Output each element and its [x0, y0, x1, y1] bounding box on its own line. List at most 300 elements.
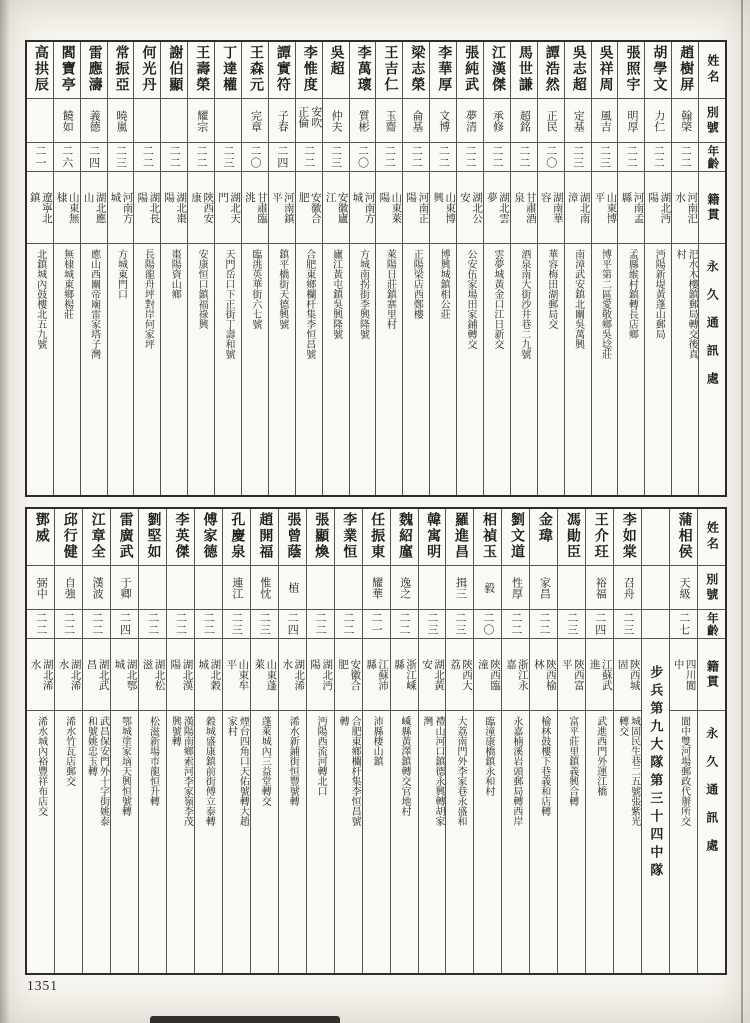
vertical-text: 安吹正倫 — [296, 105, 322, 128]
vertical-text: 召舟 — [622, 576, 635, 599]
entry-age — [511, 143, 537, 172]
vertical-text: 湖北松滋 — [141, 658, 165, 690]
entry-address — [376, 244, 402, 495]
entry-native-place — [403, 172, 429, 244]
entry-alias — [161, 99, 187, 143]
entry-name — [670, 509, 697, 566]
vertical-text: 李如棠 — [620, 512, 636, 560]
header-age-label — [698, 610, 725, 639]
entry-address — [111, 711, 138, 973]
entry-alias — [614, 566, 641, 610]
entry-address — [195, 711, 222, 973]
entry-alias — [670, 566, 697, 610]
vertical-text: 二二 — [141, 145, 154, 169]
directory-column — [565, 42, 592, 495]
vertical-text: 北鎮城內鼓樓北五九號 — [34, 249, 46, 349]
entry-native-place — [134, 172, 160, 244]
vertical-text: 城固民生巷二五號張紫光轉交 — [616, 716, 640, 826]
entry-name — [83, 509, 110, 566]
entry-age — [558, 610, 585, 639]
vertical-text: 陝西富平 — [560, 658, 584, 690]
entry-native-place — [586, 639, 613, 711]
vertical-text: 邱行健 — [61, 512, 77, 560]
entry-native-place — [307, 639, 334, 711]
vertical-text: 二二 — [437, 145, 450, 169]
vertical-text: 二四 — [275, 145, 288, 169]
vertical-text: 湖北穀城 — [197, 658, 221, 690]
entry-address — [592, 244, 618, 495]
vertical-text: 漢陽南鄉索河李家嶺李茂興號轉 — [169, 716, 193, 826]
vertical-text: 山東博平 — [593, 191, 617, 223]
entry-name — [363, 509, 390, 566]
entry-alias — [167, 566, 194, 610]
entry-name — [530, 509, 557, 566]
vertical-text: 義德 — [88, 109, 101, 132]
entry-name — [430, 42, 456, 99]
directory-table-top — [25, 40, 727, 497]
directory-column — [363, 509, 391, 973]
header-name-label — [699, 42, 725, 99]
directory-column — [139, 509, 167, 973]
entry-name — [223, 509, 250, 566]
vertical-text: 植 — [286, 582, 299, 593]
vertical-text: 二六 — [60, 145, 73, 169]
entry-alias — [457, 99, 483, 143]
vertical-text: 侖基 — [410, 109, 423, 132]
vertical-text: 公安伍家場田家鋪轉交 — [465, 249, 477, 349]
entry-native-place — [614, 639, 641, 711]
entry-age — [195, 610, 222, 639]
vertical-text: 明厚 — [625, 109, 638, 132]
entry-address — [279, 711, 306, 973]
entry-age — [27, 143, 53, 172]
vertical-text: 揖三 — [454, 576, 467, 599]
vertical-text: 雲夢城黃金口江日新交 — [491, 249, 503, 349]
vertical-text: 二二 — [174, 612, 187, 636]
entry-address — [83, 711, 110, 973]
entry-native-place — [251, 639, 278, 711]
entry-native-place — [195, 639, 222, 711]
entry-name — [139, 509, 166, 566]
entry-name — [269, 42, 295, 99]
entry-alias — [419, 566, 446, 610]
vertical-text: 李業恒 — [341, 512, 357, 560]
vertical-text: 翰棨 — [679, 109, 692, 132]
vertical-text: 姓名 — [705, 521, 720, 553]
vertical-text: 南漳武安鎮北關吳萬興 — [572, 249, 584, 349]
vertical-text: 永久通訊處 — [704, 727, 719, 867]
vertical-text: 二四 — [87, 145, 100, 169]
vertical-text: 江漢傑 — [490, 45, 506, 93]
vertical-text: 子春 — [276, 109, 289, 132]
vertical-text: 湖北長陽 — [136, 191, 160, 223]
entry-alias — [391, 566, 418, 610]
vertical-text: 山東無棣 — [55, 191, 79, 223]
vertical-text: 籍貫 — [705, 659, 720, 690]
vertical-text: 馬世謙 — [516, 45, 532, 93]
directory-column — [474, 509, 502, 973]
vertical-text: 二二 — [625, 145, 638, 169]
vertical-text: 閬中雙河場郵政代辦所交 — [678, 716, 690, 826]
vertical-text: 二二 — [90, 612, 103, 636]
vertical-text: 年齡 — [706, 144, 719, 170]
vertical-text: 棗陽資山鄉 — [169, 249, 181, 299]
entry-alias — [27, 99, 53, 143]
vertical-text: 富平莊里鎮義興合轉 — [566, 716, 578, 806]
vertical-text: 雷應濤 — [86, 45, 102, 93]
entry-alias — [363, 566, 390, 610]
entry-name — [296, 42, 322, 99]
directory-column — [391, 509, 419, 973]
entry-age — [134, 143, 160, 172]
entry-native-place — [391, 639, 418, 711]
vertical-text: 合肥東鄉欄杆集李恒昌號 — [303, 249, 315, 359]
entry-name — [350, 42, 376, 99]
entry-native-place — [54, 172, 80, 244]
entry-address — [484, 244, 510, 495]
entry-native-place — [446, 639, 473, 711]
directory-column — [592, 42, 619, 495]
vertical-text: 二四 — [593, 612, 606, 636]
vertical-text: 張曾蔭 — [285, 512, 301, 560]
vertical-text: 李惟度 — [301, 45, 317, 93]
entry-name — [592, 42, 618, 99]
vertical-text: 華容梅田湖郵局交 — [545, 249, 557, 329]
entry-age — [419, 610, 446, 639]
vertical-text: 李萬瓌 — [355, 45, 371, 93]
entry-address — [511, 244, 537, 495]
page-number: 1351 — [27, 978, 58, 993]
directory-column — [161, 42, 188, 495]
entry-age — [350, 143, 376, 172]
vertical-text: 禮山河口鎮德永興轉胡家灣 — [420, 716, 444, 826]
vertical-text: 任振東 — [369, 512, 385, 560]
vertical-text: 鄧威 — [33, 512, 49, 544]
entry-alias — [81, 99, 107, 143]
entry-name — [251, 509, 278, 566]
entry-alias — [511, 99, 537, 143]
entry-name — [419, 509, 446, 566]
vertical-text: 湖北鄂城 — [113, 658, 137, 690]
vertical-text: 李英傑 — [173, 512, 189, 560]
vertical-text: 陝西臨潼 — [476, 658, 500, 690]
entry-name — [215, 42, 241, 99]
entry-native-place — [558, 639, 585, 711]
vertical-text: 李華厚 — [436, 45, 452, 93]
vertical-text: 二三 — [571, 145, 584, 169]
entry-age — [269, 143, 295, 172]
entry-age — [296, 143, 322, 172]
directory-column — [403, 42, 430, 495]
vertical-text: 吳祥周 — [597, 45, 613, 93]
entry-age — [242, 143, 268, 172]
vertical-text: 萊陽日莊鎮寨里村 — [384, 249, 396, 329]
directory-column — [323, 42, 350, 495]
directory-column — [296, 42, 323, 495]
entry-name — [195, 509, 222, 566]
directory-column — [279, 509, 307, 973]
vertical-text: 江章全 — [89, 512, 105, 560]
vertical-text: 二二 — [537, 612, 550, 636]
entry-alias — [618, 99, 644, 143]
directory-column — [167, 509, 195, 973]
entry-alias — [592, 99, 618, 143]
empty-cell — [642, 610, 669, 639]
vertical-text: 天級 — [678, 576, 691, 599]
entry-name — [111, 509, 138, 566]
entry-alias — [645, 99, 671, 143]
vertical-text: 二二 — [168, 145, 181, 169]
entry-name — [391, 509, 418, 566]
entry-alias — [279, 566, 306, 610]
entry-address — [307, 711, 334, 973]
header-name-label — [698, 509, 725, 566]
vertical-text: 丁達權 — [221, 45, 237, 93]
entry-alias — [195, 566, 222, 610]
vertical-text: 方城南拐街李興隆號 — [357, 249, 369, 339]
vertical-text: 大荔南門外李家巷永盛和 — [454, 716, 466, 826]
vertical-text: 漢波 — [91, 576, 104, 599]
vertical-text: 浠水竹瓦店郵交 — [63, 716, 75, 786]
vertical-text: 長陽龍舟坪對岸何家坪 — [142, 249, 154, 349]
vertical-text: 仲夫 — [330, 109, 343, 132]
entry-alias — [335, 566, 362, 610]
directory-column — [672, 42, 699, 495]
vertical-text: 正陽梁店西鄭樓 — [411, 249, 423, 319]
directory-column — [419, 509, 447, 973]
directory-column — [108, 42, 135, 495]
vertical-text: 河南正陽 — [405, 191, 429, 223]
entry-name — [307, 509, 334, 566]
entry-alias — [323, 99, 349, 143]
vertical-text: 永嘉楠溪岩頭郵局轉西岸 — [510, 716, 522, 826]
entry-native-place — [83, 639, 110, 711]
entry-native-place — [335, 639, 362, 711]
entry-native-place — [511, 172, 537, 244]
entry-age — [538, 143, 564, 172]
vertical-text: 蓬萊城內三益堂轉交 — [259, 716, 271, 806]
vertical-text: 安徽合肥 — [337, 658, 361, 690]
vertical-text: 二二 — [410, 145, 423, 169]
directory-column — [586, 509, 614, 973]
entry-alias — [27, 566, 54, 610]
entry-native-place — [376, 172, 402, 244]
vertical-text: 浠水城內裕豐祥布店交 — [35, 716, 47, 816]
vertical-text: 玉齋 — [383, 109, 396, 132]
entry-native-place — [223, 639, 250, 711]
vertical-text: 逸之 — [398, 576, 411, 599]
vertical-text: 博平第二區愛敬鄉吳埝莊 — [599, 249, 611, 359]
entry-address — [363, 711, 390, 973]
vertical-text: 河南方城 — [351, 191, 375, 223]
entry-age — [530, 610, 557, 639]
entry-age — [618, 143, 644, 172]
vertical-text: 臨潼康橋鎮永和村 — [482, 716, 494, 796]
vertical-text: 二三 — [258, 612, 271, 636]
vertical-text: 承修 — [491, 109, 504, 132]
directory-column — [134, 42, 161, 495]
entry-native-place — [645, 172, 671, 244]
vertical-text: 河南孟縣 — [620, 191, 644, 223]
vertical-text: 二一 — [33, 145, 46, 169]
entry-address — [618, 244, 644, 495]
vertical-text: 二二 — [509, 612, 522, 636]
entry-age — [565, 143, 591, 172]
entry-address — [242, 244, 268, 495]
scan-artifact-bottom-streak — [150, 1016, 340, 1023]
entry-name — [27, 509, 54, 566]
entry-age — [55, 610, 82, 639]
vertical-text: 別號 — [705, 105, 720, 136]
vertical-text: 二四 — [118, 612, 131, 636]
entry-age — [279, 610, 306, 639]
entry-alias — [558, 566, 585, 610]
vertical-text: 山東蓬萊 — [253, 658, 277, 690]
vertical-text: 家昌 — [538, 576, 551, 599]
vertical-text: 河南鎮平 — [270, 191, 294, 223]
entry-address — [55, 711, 82, 973]
entry-age — [391, 610, 418, 639]
entry-age — [307, 610, 334, 639]
entry-age — [363, 610, 390, 639]
entry-alias — [251, 566, 278, 610]
vertical-text: 劉堅如 — [145, 512, 161, 560]
directory-column — [350, 42, 377, 495]
vertical-text: 二七 — [677, 612, 690, 636]
vertical-text: 趙開福 — [257, 512, 273, 560]
vertical-text: 湖北棗陽 — [163, 191, 187, 223]
vertical-text: 耀宗 — [195, 109, 208, 132]
entry-age — [139, 610, 166, 639]
vertical-text: 王壽榮 — [194, 45, 210, 93]
vertical-text: 湖北沔陽 — [309, 658, 333, 690]
entry-native-place — [457, 172, 483, 244]
vertical-text: 二三 — [621, 612, 634, 636]
entry-address — [161, 244, 187, 495]
directory-column — [335, 509, 363, 973]
entry-alias — [269, 99, 295, 143]
entry-alias — [134, 99, 160, 143]
entry-name — [403, 42, 429, 99]
vertical-text: 胡學文 — [651, 45, 667, 93]
column-headers — [699, 42, 725, 495]
entry-address — [27, 244, 53, 495]
vertical-text: 合肥東鄉欄杆集李恒昌號轉 — [337, 716, 361, 826]
directory-column — [618, 42, 645, 495]
entry-address — [419, 711, 446, 973]
vertical-text: 方城東門口 — [115, 249, 127, 299]
entry-name — [55, 509, 82, 566]
vertical-text: 相禎玉 — [480, 512, 496, 560]
vertical-text: 二二 — [62, 612, 75, 636]
entry-native-place — [484, 172, 510, 244]
vertical-text: 弼中 — [35, 576, 48, 599]
vertical-text: 劉文道 — [508, 512, 524, 560]
vertical-text: 二二 — [490, 145, 503, 169]
vertical-text: 沛縣棲山鎮 — [371, 716, 383, 766]
entry-address — [457, 244, 483, 495]
entry-name — [457, 42, 483, 99]
directory-column — [54, 42, 81, 495]
vertical-text: 謝伯顯 — [167, 45, 183, 93]
vertical-text: 安徽合肥 — [297, 191, 321, 223]
vertical-text: 正民 — [545, 109, 558, 132]
entry-address — [670, 711, 697, 973]
vertical-text: 耀華 — [370, 576, 383, 599]
vertical-text: 二二 — [679, 145, 692, 169]
vertical-text: 二〇 — [544, 145, 557, 169]
vertical-text: 毅 — [482, 582, 495, 593]
entry-address — [323, 244, 349, 495]
entry-address — [108, 244, 134, 495]
vertical-text: 汜水木樓鎮郵局轉交後真村 — [674, 249, 698, 359]
vertical-text: 甘肅酒泉 — [512, 191, 536, 223]
entry-age — [161, 143, 187, 172]
entry-address — [188, 244, 214, 495]
entry-name — [586, 509, 613, 566]
column-headers — [698, 509, 725, 973]
vertical-text: 沔陽西流河轉北口 — [315, 716, 327, 796]
entry-alias — [139, 566, 166, 610]
vertical-text: 定基 — [572, 109, 585, 132]
vertical-text: 山東博興 — [432, 191, 456, 223]
vertical-text: 籍貫 — [705, 192, 720, 223]
entry-address — [81, 244, 107, 495]
unit-divider-column — [642, 509, 670, 973]
vertical-text: 譚實符 — [274, 45, 290, 93]
vertical-text: 榆林鼓樓下巷義和店轉 — [538, 716, 550, 816]
vertical-text: 臨洮英華街六七號 — [249, 249, 261, 329]
entry-alias — [188, 99, 214, 143]
entry-name — [27, 42, 53, 99]
entry-address — [672, 244, 698, 495]
vertical-text: 二一 — [370, 612, 383, 636]
entry-address — [350, 244, 376, 495]
entry-native-place — [350, 172, 376, 244]
entry-address — [391, 711, 418, 973]
entry-address — [538, 244, 564, 495]
vertical-text: 自強 — [63, 576, 76, 599]
entry-address — [474, 711, 501, 973]
vertical-text: 安康恒口鎮福祿興 — [196, 249, 208, 329]
vertical-text: 二〇 — [481, 612, 494, 636]
entry-address — [251, 711, 278, 973]
entry-native-place — [296, 172, 322, 244]
vertical-text: 陝西大荔 — [448, 658, 472, 690]
entry-name — [188, 42, 214, 99]
entry-alias — [672, 99, 698, 143]
vertical-text: 二三 — [329, 145, 342, 169]
vertical-text: 裕福 — [594, 576, 607, 599]
vertical-text: 惟忱 — [258, 576, 271, 599]
vertical-text: 二三 — [114, 145, 127, 169]
vertical-text: 廬江黃屯鎮吳興隆號 — [330, 249, 342, 339]
entry-age — [502, 610, 529, 639]
vertical-text: 二四 — [286, 612, 299, 636]
vertical-text: 曉嵐 — [115, 109, 128, 132]
vertical-text: 永久通訊處 — [705, 260, 720, 400]
vertical-text: 湖北雲夢 — [485, 191, 509, 223]
entry-age — [81, 143, 107, 172]
vertical-text: 浙江嵊縣 — [393, 658, 417, 690]
vertical-text: 金瑋 — [536, 512, 552, 544]
entry-age — [83, 610, 110, 639]
entry-name — [618, 42, 644, 99]
entry-native-place — [269, 172, 295, 244]
entry-native-place — [670, 639, 697, 711]
vertical-text: 松滋新場市龍恒升轉 — [147, 716, 159, 806]
entry-native-place — [242, 172, 268, 244]
